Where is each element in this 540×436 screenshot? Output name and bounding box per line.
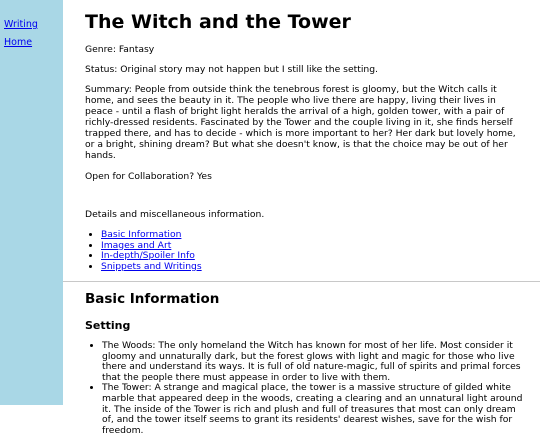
section-divider [63,281,540,282]
list-item: • The Woods: The only homeland the Witch has known for most of her life. Most consider it gloomy and unnaturally dark, but the forest glows with light and magic for those who live there and understand its ways. It is full of old nature-magic, full of spirits and primal forces that the people there must appease in order to live with them. [102,341,525,383]
sidebar-link-writing[interactable]: Writing [4,19,38,30]
main-content [63,0,540,436]
toc-link-in-depth-spoiler-info[interactable]: In-depth/Spoiler Info [101,250,195,261]
setting-list [85,341,525,436]
toc-link-images-and-art[interactable]: Images and Art [101,239,172,251]
collaboration-text: Open for Collaboration? Yes [85,171,212,182]
details-text: Details and miscellaneous information. [85,209,265,220]
genre-text: Genre: Fantasy [85,44,155,55]
sidebar [0,0,63,405]
basic-information-heading: Basic Information [85,291,220,307]
sidebar-link-home[interactable]: Home [4,37,33,48]
list-item: • The Tower: A strange and magical place, the tower is a massive structure of gilded white marble that appeared deep in the woods, creating a clearing and an unnatural light around it. The inside of the Tower is rich and plush and full of treasures that most can only dream of, and the tower itself seems to grant its residents' dearest wishes, save for the wish for freedom. [102,383,525,436]
basic-information-section [63,291,525,436]
toc-link-basic-information[interactable]: Basic Information [101,229,182,240]
toc-item [101,262,525,273]
summary-text: Summary: People from outside think the tenebrous forest is gloomy, but the Witch calls it home, and sees the beauty in it. The people who live there are happy, living their lives in peace - until a flash of bright light heralds the arrival of a high, golden tower, with a pair of richly-dressed residents. Fascinated by the Tower and the couple living in it, she finds herself trapped there, and has to decide - which is more important to her? Her dark but lovely home, or a bright, shining dream? But what she doesn't know, is that the choice may be out of her hands. [85,84,516,161]
story-overview [63,11,525,272]
table-of-contents [85,230,525,272]
status-text: Status: Original story may not happen but I still like the setting. [85,64,378,75]
setting-heading: Setting [85,319,131,332]
toc-link-snippets-and-writings[interactable]: Snippets and Writings [101,260,202,272]
page-title: The Witch and the Tower [85,11,351,33]
